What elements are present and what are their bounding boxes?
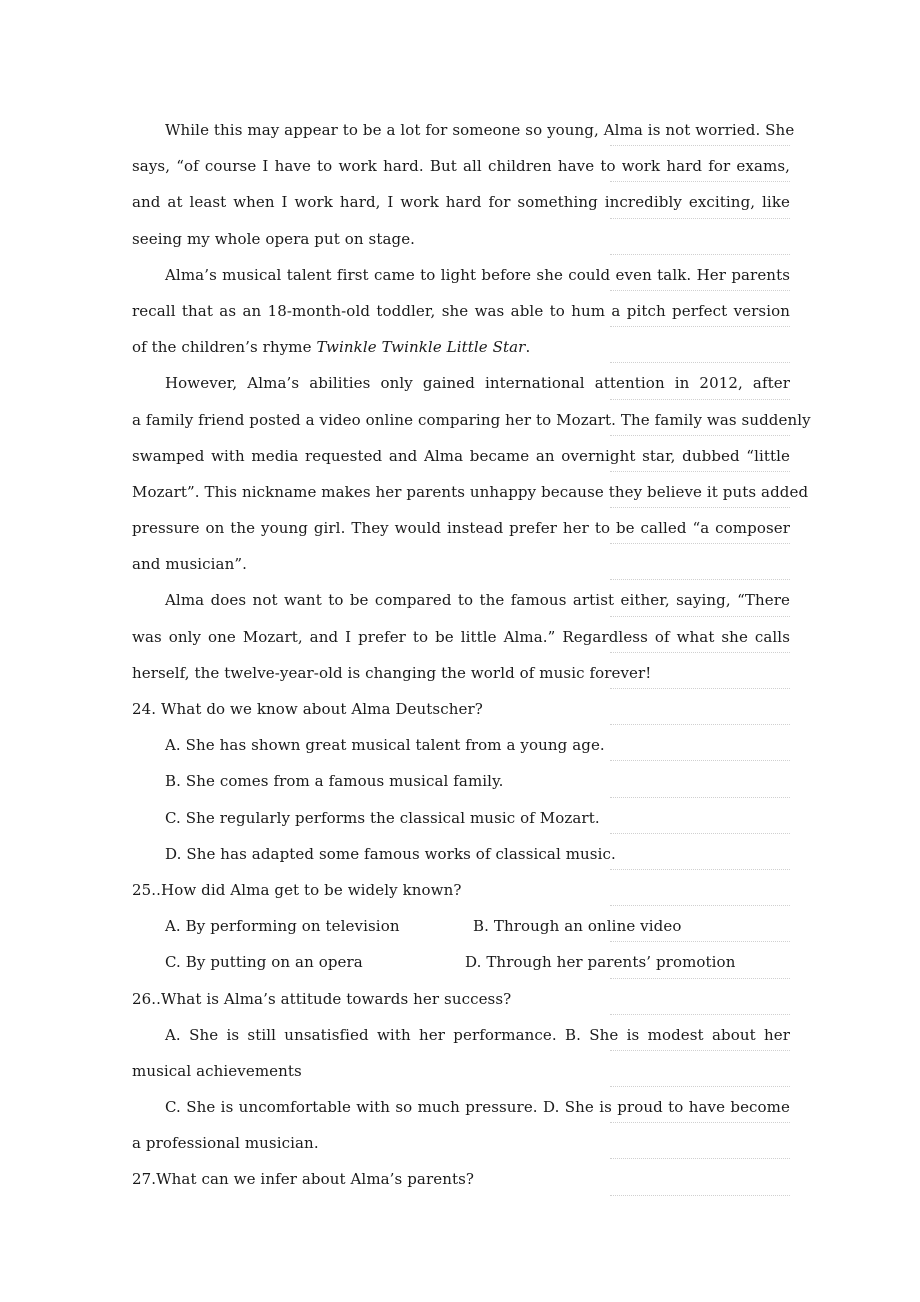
option-cd-continued: a professional musician. — [132, 1125, 790, 1161]
passage-line: Mozart”. This nickname makes her parents unhappy because they believe it puts added — [132, 474, 790, 510]
passage-line: herself, the twelve-year-old is changing the world of music forever! — [132, 655, 790, 691]
passage-line: swamped with media requested and Alma became an overnight star, dubbed “little — [132, 438, 790, 474]
option-ab-continued: musical achievements — [132, 1053, 790, 1089]
option-a: A. She has shown great musical talent from a young age. — [132, 727, 790, 763]
passage-line: and musician”. — [132, 546, 790, 582]
option-ab: A. She is still unsatisfied with her performance. B. She is modest about her — [132, 1017, 790, 1053]
question-stem: 24. What do we know about Alma Deutscher? — [132, 691, 790, 727]
passage-line: a family friend posted a video online comparing her to Mozart. The family was suddenly — [132, 402, 790, 438]
passage-line: However, Alma’s abilities only gained international attention in 2012, after — [132, 365, 790, 401]
option-d: D. She has adapted some famous works of classical music. — [132, 836, 790, 872]
option-c: C. By putting on an opera — [165, 953, 363, 972]
question-stem: 25..How did Alma get to be widely known? — [132, 872, 790, 908]
passage-line — [132, 329, 790, 365]
passage-line: seeing my whole opera put on stage. — [132, 221, 790, 257]
option-cd: C. She is uncomfortable with so much pressure. D. She is proud to have become — [132, 1089, 790, 1125]
passage-line: Alma does not want to be compared to the famous artist either, saying, “There — [132, 582, 790, 618]
passage-line: recall that as an 18-month-old toddler, she was able to hum a pitch perfect version — [132, 293, 790, 329]
passage-text: of the children’s rhyme — [132, 338, 317, 357]
option-b: B. She comes from a famous musical family. — [132, 763, 790, 799]
option-row — [132, 908, 790, 944]
passage-line: pressure on the young girl. They would instead prefer her to be called “a composer — [132, 510, 790, 546]
option-a: A. By performing on television — [165, 917, 400, 936]
passage-line: says, “of course I have to work hard. But all children have to work hard for exams, — [132, 148, 790, 184]
passage-line: Alma’s musical talent first came to light before she could even talk. Her parents — [132, 257, 790, 293]
question-stem: 27.What can we infer about Alma’s parents? — [132, 1161, 790, 1197]
passage-text: . — [525, 338, 531, 357]
rhyme-title: Twinkle Twinkle Little Star — [316, 338, 526, 357]
passage-line: was only one Mozart, and I prefer to be little Alma.” Regardless of what she calls — [132, 619, 790, 655]
option-b: B. Through an online video — [473, 917, 682, 936]
question-stem: 26..What is Alma’s attitude towards her success? — [132, 981, 790, 1017]
document-page — [132, 112, 811, 1198]
option-c: C. She regularly performs the classical music of Mozart. — [132, 800, 790, 836]
option-row — [132, 944, 790, 980]
passage-line: While this may appear to be a lot for someone so young, Alma is not worried. She — [132, 112, 790, 148]
option-d: D. Through her parents’ promotion — [465, 953, 736, 972]
passage-line: and at least when I work hard, I work hard for something incredibly exciting, like — [132, 184, 790, 220]
